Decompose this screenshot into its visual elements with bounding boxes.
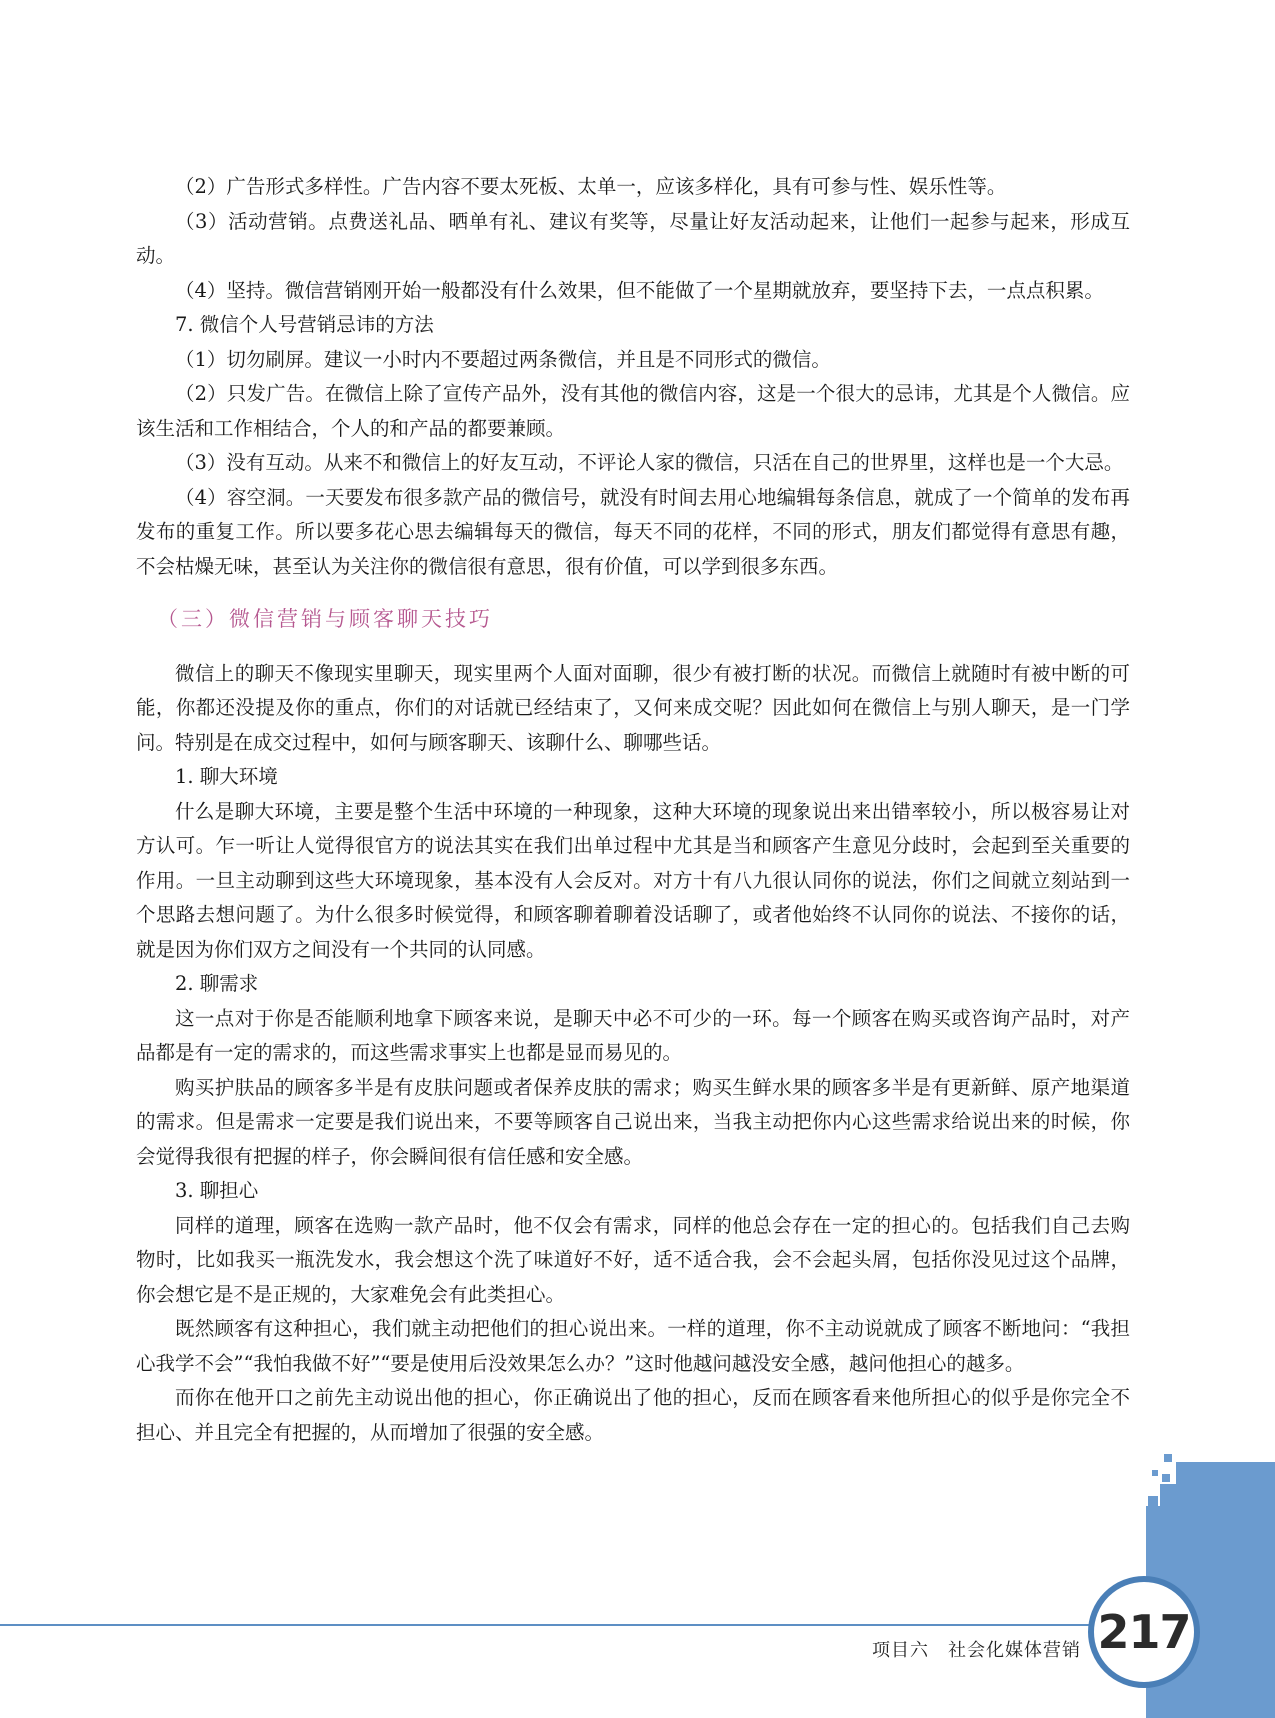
decorative-square	[1160, 1484, 1275, 1508]
paragraph: （2）只发广告。在微信上除了宣传产品外，没有其他的微信内容，这是一个很大的忌讳，尤其是个人微信。应该生活和工作相结合，个人的和产品的都要兼顾。	[136, 382, 1130, 440]
paragraph: 购买护肤品的顾客多半是有皮肤问题或者保养皮肤的需求；购买生鲜水果的顾客多半是有更新鲜、原产地渠道的需求。但是需求一定要是我们说出来，不要等顾客自己说出来，当我主动把你内心这些需求给说出来的时候，你会觉得我很有把握的样子，你会瞬间很有信任感和安全感。	[136, 1075, 1130, 1168]
numbered-heading: 7. 微信个人号营销忌讳的方法	[175, 313, 434, 336]
numbered-heading: 3. 聊担心	[175, 1179, 259, 1202]
paragraph: 微信上的聊天不像现实里聊天，现实里两个人面对面聊，很少有被打断的状况。而微信上就随时有被中断的可能，你都还没提及你的重点，你们的对话就已经结束了，又何来成交呢？因此如何在微信上与别人聊天，是一门学问。特别是在成交过程中，如何与顾客聊天、该聊什么、聊哪些话。	[136, 661, 1130, 754]
paragraph: （3）没有互动。从来不和微信上的好友互动，不评论人家的微信，只活在自己的世界里，这样也是一个大忌。	[175, 451, 1124, 474]
decorative-square	[1162, 1474, 1170, 1482]
page-body	[136, 170, 1130, 1450]
paragraph: （2）广告形式多样性。广告内容不要太死板、太单一，应该多样化，具有可参与性、娱乐性等。	[175, 175, 1007, 198]
paragraph: 这一点对于你是否能顺利地拿下顾客来说，是聊天中必不可少的一环。每一个顾客在购买或咨询产品时，对产品都是有一定的需求的，而这些需求事实上也都是显而易见的。	[136, 1006, 1130, 1064]
decorative-square	[1176, 1462, 1275, 1486]
numbered-heading: 2. 聊需求	[175, 972, 259, 995]
paragraph: （1）切勿刷屏。建议一小时内不要超过两条微信，并且是不同形式的微信。	[175, 347, 831, 371]
paragraph: （4）容空洞。一天要发布很多款产品的微信号，就没有时间去用心地编辑每条信息，就成了一个简单的发布再发布的重复工作。所以要多花心思去编辑每天的微信，每天不同的花样，不同的形式，朋友们都觉得有意思有趣，不会枯燥无味，甚至认为关注你的微信很有意思，很有价值，可以学到很多东西。	[136, 485, 1130, 578]
page-number: 217	[1097, 1605, 1191, 1659]
paragraph: （3）活动营销。点费送礼品、晒单有礼、建议有奖等，尽量让好友活动起来，让他们一起参与起来，形成互动。	[136, 209, 1130, 267]
paragraph: 什么是聊大环境，主要是整个生活中环境的一种现象，这种大环境的现象说出来出错率较小，所以极容易让对方认可。乍一听让人觉得很官方的说法其实在我们出单过程中尤其是当和顾客产生意见分歧时，会起到至关重要的作用。一旦主动聊到这些大环境现象，基本没有人会反对。对方十有八九很认同你的说法，你们之间就立刻站到一个思路去想问题了。为什么很多时候觉得，和顾客聊着聊着没话聊了，或者他始终不认同你的说法、不接你的话，就是因为你们双方之间没有一个共同的认同感。	[136, 799, 1130, 961]
page-number-badge	[1088, 1576, 1200, 1688]
section-title: （三）微信营销与顾客聊天技巧	[157, 607, 493, 631]
paragraph: （4）坚持。微信营销刚开始一般都没有什么效果，但不能做了一个星期就放弃，要坚持下去，一点点积累。	[175, 278, 1104, 302]
decorative-square	[1152, 1470, 1158, 1476]
decorative-square	[1164, 1454, 1172, 1462]
chapter-label: 项目六 社会化媒体营销	[872, 1640, 1081, 1661]
paragraph: 同样的道理，顾客在选购一款产品时，他不仅会有需求，同样的他总会存在一定的担心的。包括我们自己去购物时，比如我买一瓶洗发水，我会想这个洗了味道好不好，适不适合我，会不会起头屑，包括你没见过这个品牌，你会想它是不是正规的，大家难免会有此类担心。	[136, 1213, 1130, 1306]
paragraph: 既然顾客有这种担心，我们就主动把他们的担心说出来。一样的道理，你不主动说就成了顾客不断地问：“我担心我学不会”“我怕我做不好”“要是使用后没效果怎么办？”这时他越问越没安全感，越问他担心的越多。	[136, 1317, 1130, 1375]
decorative-square	[1148, 1496, 1158, 1506]
paragraph: 而你在他开口之前先主动说出他的担心，你正确说出了他的担心，反而在顾客看来他所担心的似乎是你完全不担心、并且完全有把握的，从而增加了很强的安全感。	[136, 1386, 1130, 1444]
numbered-heading: 1. 聊大环境	[175, 765, 278, 788]
footer-rule	[0, 1624, 1120, 1626]
